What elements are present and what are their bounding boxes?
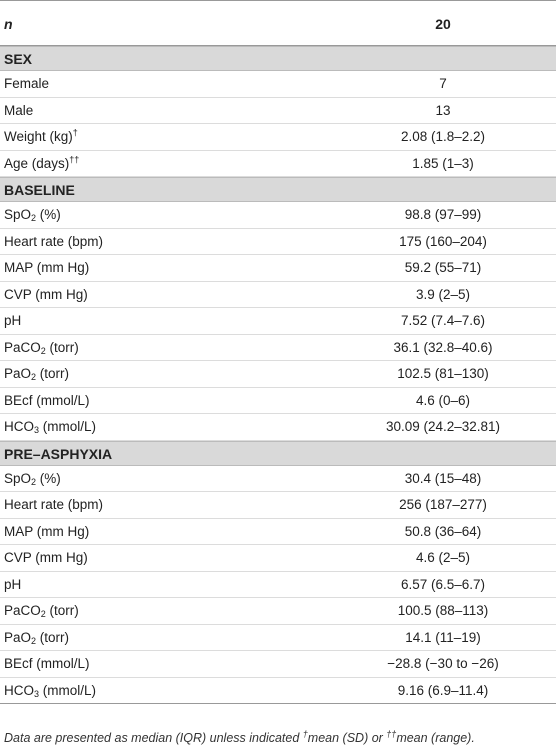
- label-text: PaO: [4, 629, 32, 645]
- row-label: [4, 335, 79, 362]
- table-footnote: [4, 728, 475, 745]
- row-value: 6.57 (6.5–6.7): [400, 576, 486, 592]
- table-row: [0, 572, 556, 599]
- label-unit: (torr): [36, 629, 70, 645]
- row-label: [4, 545, 88, 572]
- label-subscript: 2: [31, 372, 37, 382]
- row-label: [4, 98, 33, 125]
- row-label: [4, 124, 78, 151]
- section-header: [0, 441, 556, 466]
- row-label: [4, 598, 79, 625]
- label-subscript: 3: [34, 688, 40, 699]
- label-text: PaO: [4, 366, 32, 381]
- row-value: 50.8 (36–64): [404, 523, 482, 539]
- label-subscript: 2: [40, 609, 46, 619]
- row-label: [4, 572, 21, 599]
- table-row: [0, 598, 556, 625]
- label-text: CVP (mm Hg): [4, 550, 88, 565]
- label-text: Heart rate (bpm): [4, 497, 104, 512]
- row-label: [4, 229, 103, 256]
- label-text: pH: [4, 576, 22, 592]
- table-row: [0, 71, 556, 98]
- row-label: [4, 151, 79, 178]
- table-row: [0, 388, 556, 415]
- row-value: 59.2 (55–71): [404, 260, 482, 275]
- label-unit: (torr): [45, 603, 79, 618]
- row-value: 30.4 (15–48): [404, 470, 482, 486]
- table-row: [0, 361, 556, 388]
- table-row: [0, 414, 556, 441]
- label-subscript: 2: [31, 213, 37, 223]
- n-label: n: [4, 16, 13, 32]
- label-text: Heart rate (bpm): [4, 233, 104, 249]
- row-value: 4.6 (0–6): [415, 392, 471, 408]
- table-row: [0, 229, 556, 256]
- label-text: HCO: [4, 682, 34, 698]
- label-text: MAP (mm Hg): [4, 523, 90, 539]
- label-text: SpO: [4, 470, 32, 486]
- row-value: 3.9 (2–5): [415, 286, 471, 302]
- label-text: Female: [4, 76, 50, 91]
- label-dagger: †: [72, 127, 78, 138]
- label-subscript: 2: [31, 476, 37, 487]
- footnote-dagger-1: †: [302, 728, 308, 739]
- row-value: 36.1 (32.8–40.6): [393, 339, 493, 355]
- row-value: 9.16 (6.9–11.4): [397, 682, 489, 698]
- label-unit: (torr): [45, 339, 79, 355]
- label-subscript: 3: [34, 425, 40, 435]
- section-header: [0, 177, 556, 202]
- row-label: [4, 466, 61, 493]
- table-row: [0, 124, 556, 151]
- table-row: [0, 151, 556, 178]
- row-value: 14.1 (11–19): [405, 629, 481, 645]
- table-row: [0, 466, 556, 493]
- row-value: 13: [435, 102, 451, 118]
- row-value: 175 (160–204): [399, 233, 487, 249]
- row-label: [4, 519, 89, 546]
- footnote-part-2: mean (SD) or: [307, 731, 387, 745]
- table-row: [0, 308, 556, 335]
- table-row: [0, 98, 556, 125]
- label-text: BEcf (mmol/L): [4, 392, 90, 408]
- row-label: [4, 625, 69, 652]
- section-header: [0, 46, 556, 71]
- label-text: CVP (mm Hg): [4, 286, 88, 302]
- row-value: 30.09 (24.2–32.81): [385, 419, 501, 434]
- section-title: SEX: [4, 51, 33, 67]
- row-label: [4, 651, 90, 678]
- row-label: [4, 388, 90, 415]
- label-text: Age (days): [4, 155, 70, 171]
- label-text: Weight (kg): [4, 129, 73, 144]
- row-value: 1.85 (1–3): [412, 155, 474, 171]
- label-unit: (%): [36, 470, 61, 486]
- row-label: [4, 308, 21, 335]
- row-label: [4, 678, 96, 705]
- label-text: PaCO: [4, 339, 41, 355]
- table-row: [0, 545, 556, 572]
- row-label: [4, 71, 49, 98]
- table-row: [0, 335, 556, 362]
- table-body: [0, 46, 556, 704]
- row-value: 2.08 (1.8–2.2): [400, 129, 486, 144]
- n-value: 20: [435, 16, 451, 32]
- label-dagger: ††: [69, 154, 80, 164]
- label-text: PaCO: [4, 603, 41, 618]
- footnote-part-1: Data are presented as median (IQR) unless indicated: [4, 731, 303, 745]
- table-header-row: [0, 0, 556, 46]
- row-value: 98.8 (97–99): [404, 207, 482, 222]
- table-row: [0, 255, 556, 282]
- label-unit: (mmol/L): [39, 682, 97, 698]
- row-value: 100.5 (88–113): [397, 603, 489, 618]
- label-text: pH: [4, 313, 22, 328]
- label-unit: (torr): [36, 366, 70, 381]
- row-value: 102.5 (81–130): [397, 366, 489, 381]
- footnote-part-3: mean (range).: [396, 731, 475, 745]
- table-row: [0, 282, 556, 309]
- row-label: [4, 202, 61, 229]
- label-text: MAP (mm Hg): [4, 260, 90, 275]
- row-label: [4, 414, 96, 441]
- table-row: [0, 625, 556, 652]
- row-value: 4.6 (2–5): [415, 550, 471, 565]
- table-row: [0, 492, 556, 519]
- footnote-dagger-2: ††: [386, 728, 397, 739]
- section-title: BASELINE: [4, 182, 75, 198]
- label-text: Male: [4, 102, 34, 118]
- row-value: 256 (187–277): [399, 497, 487, 512]
- label-text: SpO: [4, 207, 32, 222]
- label-unit: (%): [36, 207, 61, 222]
- row-value: 7.52 (7.4–7.6): [400, 313, 486, 328]
- label-subscript: 2: [31, 635, 37, 646]
- row-label: [4, 282, 88, 309]
- label-unit: (mmol/L): [39, 419, 97, 434]
- row-value: −28.8 (−30 to −26): [387, 656, 499, 671]
- table-row: [0, 651, 556, 678]
- row-label: [4, 361, 69, 388]
- table-row: [0, 202, 556, 229]
- row-label: [4, 255, 89, 282]
- label-text: HCO: [4, 419, 34, 434]
- row-label: [4, 492, 103, 519]
- table-row: [0, 678, 556, 705]
- section-title: PRE–ASPHYXIA: [4, 445, 113, 462]
- row-value: 7: [439, 76, 447, 91]
- label-subscript: 2: [40, 345, 46, 356]
- label-text: BEcf (mmol/L): [4, 656, 90, 671]
- table-row: [0, 519, 556, 546]
